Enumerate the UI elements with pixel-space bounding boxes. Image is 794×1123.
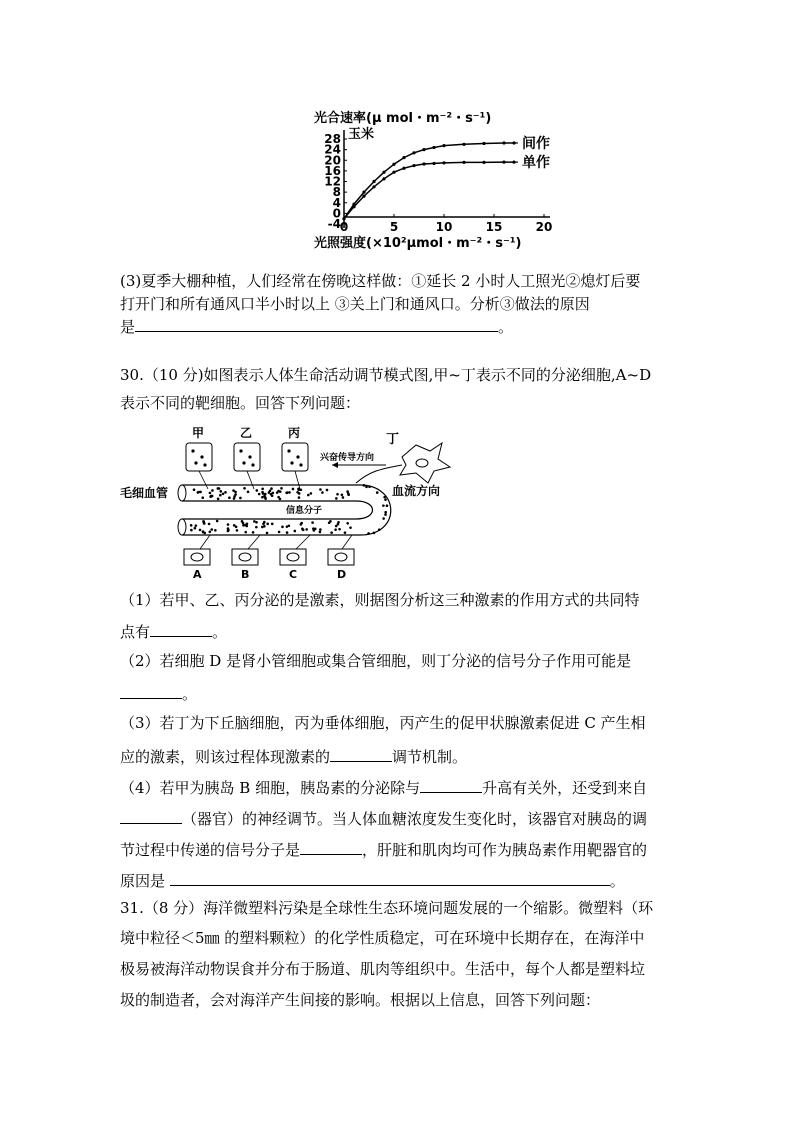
data-point — [422, 162, 425, 165]
x-tick-label: 0 — [339, 220, 349, 234]
label-a: A — [193, 568, 202, 580]
q30-p4-a-pre: （4）若甲为胰岛 B 细胞，胰岛素的分泌除与 — [120, 779, 421, 797]
target-cell-c — [280, 549, 306, 565]
q30-p3-a: （3）若丁为下丘脑细胞，丙为垂体细胞，丙产生的促甲状腺激素促进 C 产生相 — [120, 714, 646, 732]
y-tick-label: 24 — [324, 142, 341, 157]
answer-blank[interactable] — [170, 869, 610, 886]
data-point — [382, 177, 385, 180]
q30-p1-a: （1）若甲、乙、丙分泌的是激素，则据图分析这三种激素的作用方式的共同特 — [120, 591, 640, 609]
data-point — [402, 167, 405, 170]
x-tick-label: 5 — [389, 220, 399, 234]
q30-p3-b-pre: 应的激素，则该过程体现激素的 — [120, 748, 331, 766]
q30-p1-end: 。 — [212, 623, 228, 641]
data-point — [432, 162, 435, 165]
data-point — [372, 180, 375, 183]
answer-blank[interactable] — [300, 838, 362, 855]
data-point — [422, 148, 425, 151]
label-conduction: 兴奋传导方向 — [320, 453, 375, 463]
q29-3-line3-pre: 是 — [120, 318, 136, 336]
y-tick-label: 12 — [324, 174, 341, 189]
label-blood-flow: 血流方向 — [392, 484, 441, 498]
q31-line1: 31.（8 分）海洋微塑料污染是全球性生态环境问题发展的一个缩影。微塑料（环 — [120, 899, 654, 917]
y-tick-label: 8 — [332, 185, 341, 200]
series-label: 单作 — [522, 155, 550, 172]
q30-stem1: 30.（10 分)如图表示人体生命活动调节模式图,甲~丁表示不同的分泌细胞,A~D — [120, 366, 652, 384]
data-point — [482, 142, 485, 145]
q30-p4-d — [120, 869, 625, 891]
data-point — [392, 171, 395, 174]
data-point — [412, 151, 415, 154]
data-point — [502, 141, 505, 144]
target-cell-d — [328, 549, 354, 565]
photosynthesis-chart — [300, 104, 570, 254]
answer-blank[interactable] — [330, 745, 392, 762]
q30-p4-c-post: ，肝脏和肌肉均可作为胰岛素作用靶器官的 — [362, 841, 648, 859]
q30-p2-a: （2）若细胞 D 是肾小管细胞或集合管细胞，则丁分泌的信号分子作用可能是 — [120, 652, 632, 670]
q30-p4-b-post: （器官）的神经调节。当人体血糖浓度发生变化时，该器官对胰岛的调 — [182, 810, 648, 828]
cell-bing — [282, 443, 308, 471]
label-c: C — [289, 568, 298, 580]
data-point — [462, 161, 465, 164]
label-b: B — [241, 568, 250, 580]
q29-3-line2: 打开门和所有通风口半小时以上 ③关上门和通风口。分析③做法的原因 — [120, 295, 590, 313]
q30-p4-c — [120, 838, 647, 860]
series-label: 间作 — [522, 135, 550, 152]
y-tick-label: 4 — [332, 195, 341, 210]
data-point — [442, 161, 445, 164]
chart-ylabel: 光合速率(μ mol・m⁻²・s⁻¹) — [314, 111, 492, 126]
data-point — [432, 146, 435, 149]
q30-p4-b — [120, 807, 647, 829]
q30-p4-a-post: 升高有关外，还受到来自 — [482, 779, 648, 797]
regulation-diagram — [120, 425, 460, 580]
q30-p4-d-end: 。 — [609, 872, 625, 890]
cell-yi — [234, 443, 260, 471]
q29-3-line3-post: 。 — [498, 318, 514, 336]
answer-blank[interactable] — [135, 315, 498, 332]
target-cell-a — [184, 549, 210, 565]
q30-p3-b-post: 调节机制。 — [392, 748, 468, 766]
y-tick-label: 20 — [324, 153, 341, 168]
data-point — [462, 143, 465, 146]
label-signal: 信息分子 — [286, 506, 323, 516]
chart-xlabel: 光照强度(×10²μmol・m⁻²・s⁻¹) — [314, 236, 522, 251]
data-point — [392, 163, 395, 166]
data-point — [402, 156, 405, 159]
data-point — [482, 161, 485, 164]
q30-p2-end: 。 — [182, 685, 198, 703]
label-jia: 甲 — [192, 426, 205, 440]
y-tick-label: 28 — [324, 132, 341, 146]
label-d: D — [337, 568, 347, 580]
data-point — [352, 205, 355, 208]
label-bing: 丙 — [288, 426, 301, 440]
q29-3-line1: (3)夏季大棚种植，人们经常在傍晚这样做：①延长 2 小时人工照光②熄灯后要 — [120, 272, 641, 290]
label-yi: 乙 — [240, 426, 253, 440]
x-tick-label: 15 — [485, 220, 503, 234]
data-point — [442, 144, 445, 147]
data-point — [362, 191, 365, 194]
y-tick-label: -4 — [327, 217, 341, 231]
q30-p3-b — [120, 745, 467, 767]
q30-p4-d-pre: 原因是 — [120, 872, 166, 890]
label-ding: 丁 — [386, 432, 400, 447]
x-tick-label: 20 — [535, 220, 553, 234]
q30-p4-a — [120, 776, 647, 798]
target-cell-b — [232, 549, 258, 565]
answer-blank[interactable] — [150, 620, 212, 637]
q30-p1-b — [120, 620, 227, 642]
data-point — [382, 171, 385, 174]
q30-p4-c-pre: 节过程中传递的信号分子是 — [120, 841, 301, 859]
data-point — [372, 185, 375, 188]
y-tick-label: 16 — [324, 163, 341, 178]
cell-jia — [186, 443, 212, 471]
x-tick-label: 10 — [435, 220, 453, 234]
neuron-ding — [356, 443, 450, 483]
q31-line2: 境中粒径＜5㎜ 的塑料颗粒）的化学性质稳定，可在环境中长期存在，在海洋中 — [120, 929, 645, 947]
data-point — [412, 164, 415, 167]
q30-p1-b-text: 点有 — [120, 623, 151, 641]
data-point — [362, 195, 365, 198]
q30-stem2: 表示不同的靶细胞。回答下列问题： — [120, 394, 361, 412]
y-tick-label: 0 — [332, 206, 341, 221]
q31-line4: 圾的制造者，会对海洋产生间接的影响。根据以上信息，回答下列问题： — [120, 991, 601, 1009]
q31-line3: 极易被海洋动物误食并分布于肠道、肌肉等组织中。生活中，每个人都是塑料垃 — [120, 960, 646, 978]
q29-3-line3 — [120, 315, 513, 337]
answer-blank[interactable] — [120, 682, 182, 699]
answer-blank[interactable] — [120, 807, 182, 824]
data-point — [342, 217, 345, 220]
series-line-1 — [344, 162, 514, 219]
series-line-0 — [344, 143, 514, 219]
label-capillary: 毛细血管 — [120, 486, 169, 500]
q30-p2-b — [120, 682, 197, 704]
data-point — [502, 161, 505, 164]
chart-subtitle: 玉米 — [348, 127, 375, 142]
answer-blank[interactable] — [420, 776, 482, 793]
